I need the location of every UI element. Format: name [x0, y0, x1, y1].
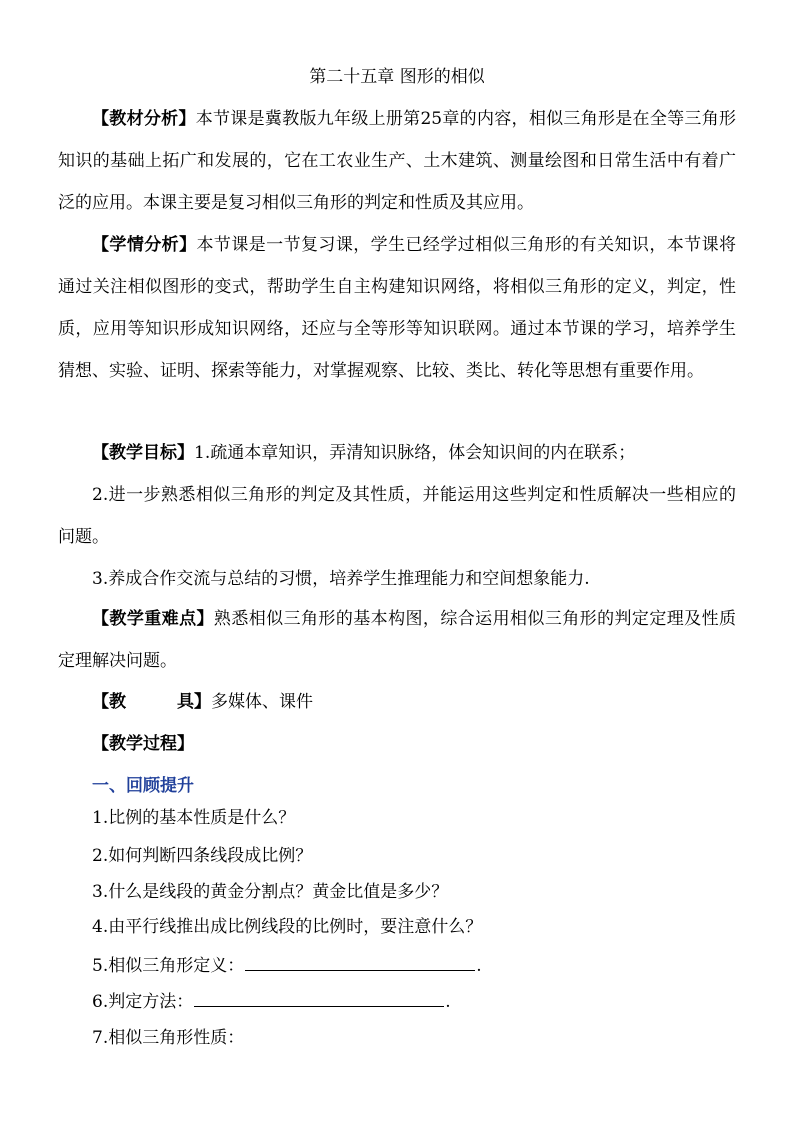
question-5-suffix: .: [476, 956, 482, 976]
key-difficult-label: 【教学重难点】: [92, 609, 214, 629]
material-analysis-paragraph: [58, 98, 736, 224]
material-analysis-text: 本节课是冀教版九年级上册第25章的内容，相似三角形是在全等三角形知识的基础上拓广和发展的，它在工农业生产、土木建筑、测量绘图和日常生活中有着广泛的应用。本课主要是复习相似三角形的判定和性质及其应用。: [58, 109, 736, 213]
methods-answer-blank[interactable]: [194, 992, 444, 1007]
question-6-prefix: 6.判定方法：: [92, 992, 194, 1012]
teaching-goals-item1: 1.疏通本章知识，弄清知识脉络，体会知识间的内在联系；: [194, 443, 636, 463]
key-difficult-text: 熟悉相似三角形的基本构图，综合运用相似三角形的判定定理及性质定理解决问题。: [58, 609, 737, 671]
teaching-goals-item2: 2.进一步熟悉相似三角形的判定及其性质，并能运用这些判定和性质解决一些相应的问题。: [58, 485, 736, 547]
teaching-goals-paragraph: [58, 432, 736, 474]
process-heading: 【教学过程】: [92, 734, 194, 754]
definition-answer-blank[interactable]: [245, 956, 475, 971]
review-question-5: [92, 954, 482, 978]
section-review-heading: 一、回顾提升: [92, 776, 194, 796]
tools-paragraph: [58, 681, 736, 723]
review-question-1: 1.比例的基本性质是什么？: [92, 808, 296, 828]
key-difficult-paragraph: [58, 598, 736, 682]
review-question-4: 4.由平行线推出成比例线段的比例时，要注意什么？: [92, 917, 483, 937]
review-question-2: 2.如何判断四条线段成比例？: [92, 846, 313, 866]
tools-label: 【教 具】: [92, 692, 211, 712]
question-5-prefix: 5.相似三角形定义：: [92, 956, 245, 976]
teaching-goals-item3: 3.养成合作交流与总结的习惯，培养学生推理能力和空间想象能力.: [92, 569, 590, 589]
question-6-suffix: .: [445, 992, 451, 1012]
page-title: 第二十五章 图形的相似: [309, 67, 485, 87]
review-question-6: [92, 990, 451, 1014]
tools-text: 多媒体、课件: [211, 692, 313, 712]
student-analysis-text: 本节课是一节复习课，学生已经学过相似三角形的有关知识，本节课将通过关注相似图形的变式，帮助学生自主构建知识网络，将相似三角形的定义，判定，性质，应用等知识形成知识网络，还应与全等形等知识联网。通过本节课的学习，培养学生猜想、实验、证明、探索等能力，对掌握观察、比较、类比、转化等思想有重要作用。: [58, 235, 736, 381]
teaching-goals-label: 【教学目标】: [92, 443, 194, 463]
student-analysis-paragraph: [58, 224, 736, 392]
review-question-7: 7.相似三角形性质：: [92, 1028, 245, 1048]
review-question-3: 3.什么是线段的黄金分割点？黄金比值是多少？: [92, 882, 449, 902]
student-analysis-label: 【学情分析】: [92, 235, 197, 255]
material-analysis-label: 【教材分析】: [92, 109, 196, 129]
